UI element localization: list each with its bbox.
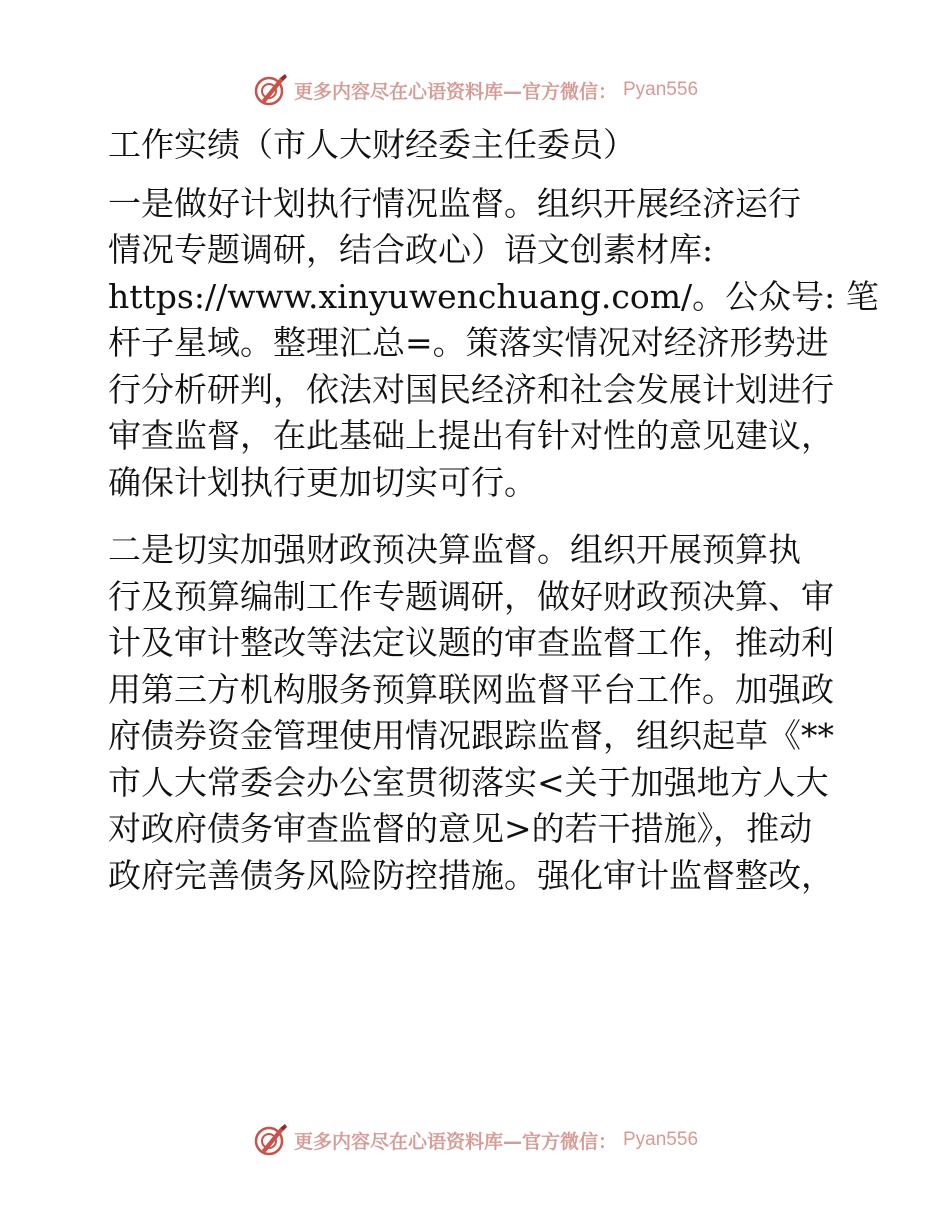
paragraph-line: 对政府债务审查监督的意见>的若干措施》，推动 <box>108 809 813 848</box>
paragraph-line: 市人大常委会办公室贯彻落实<关于加强地方人大 <box>108 762 829 802</box>
watermark-wechat-id: Pyan556 <box>623 1129 699 1150</box>
paragraph-line: 二是切实加强财政预决算监督。组织开展预算执 <box>108 530 801 569</box>
watermark-banner-top <box>0 70 950 110</box>
paragraph-line: 审查监督，在此基础上提出有针对性的意见建议， <box>108 416 834 455</box>
paragraph-line: 确保计划执行更加切实可行。 <box>108 462 537 502</box>
paragraph-line: 行及预算编制工作专题调研，做好财政预决算、审 <box>108 576 834 616</box>
document-title: 工作实绩（市人大财经委主任委员） <box>108 125 636 164</box>
watermark-text: 更多内容尽在心语资料库—官方微信： <box>293 80 617 103</box>
paragraph-line: 行分析研判，依法对国民经济和社会发展计划进行 <box>108 369 834 409</box>
paragraph-2 <box>98 527 858 899</box>
watermark-text: 更多内容尽在心语资料库—官方微信： <box>293 1130 617 1153</box>
paragraph-line: 计及审计整改等法定议题的审查监督工作，推动利 <box>108 623 834 662</box>
paragraph-line: 用第三方机构服务预算联网监督平台工作。加强政 <box>108 669 834 709</box>
paragraph-line: 杆子星域。整理汇总=。策落实情况对经济形势进 <box>108 323 829 362</box>
pen-circle-logo-icon <box>252 1122 288 1158</box>
paragraph-line: 情况专题调研，结合政心）语文创素材库: <box>108 230 714 269</box>
paragraph-line: 一是做好计划执行情况监督。组织开展经济运行 <box>108 183 801 223</box>
watermark-banner-bottom <box>0 1120 950 1160</box>
paragraph-line: 府债券资金管理使用情况跟踪监督，组织起草《** <box>108 716 834 755</box>
pen-circle-logo-icon <box>252 72 288 108</box>
watermark-wechat-id: Pyan556 <box>623 79 699 100</box>
document-body <box>98 122 879 899</box>
paragraph-line: https://www.xinyuwenchuang.com/。公众号: 笔 <box>108 276 879 316</box>
paragraph-line: 政府完善债务风险防控措施。强化审计监督整改， <box>108 855 834 895</box>
paragraph-1 <box>98 181 879 507</box>
